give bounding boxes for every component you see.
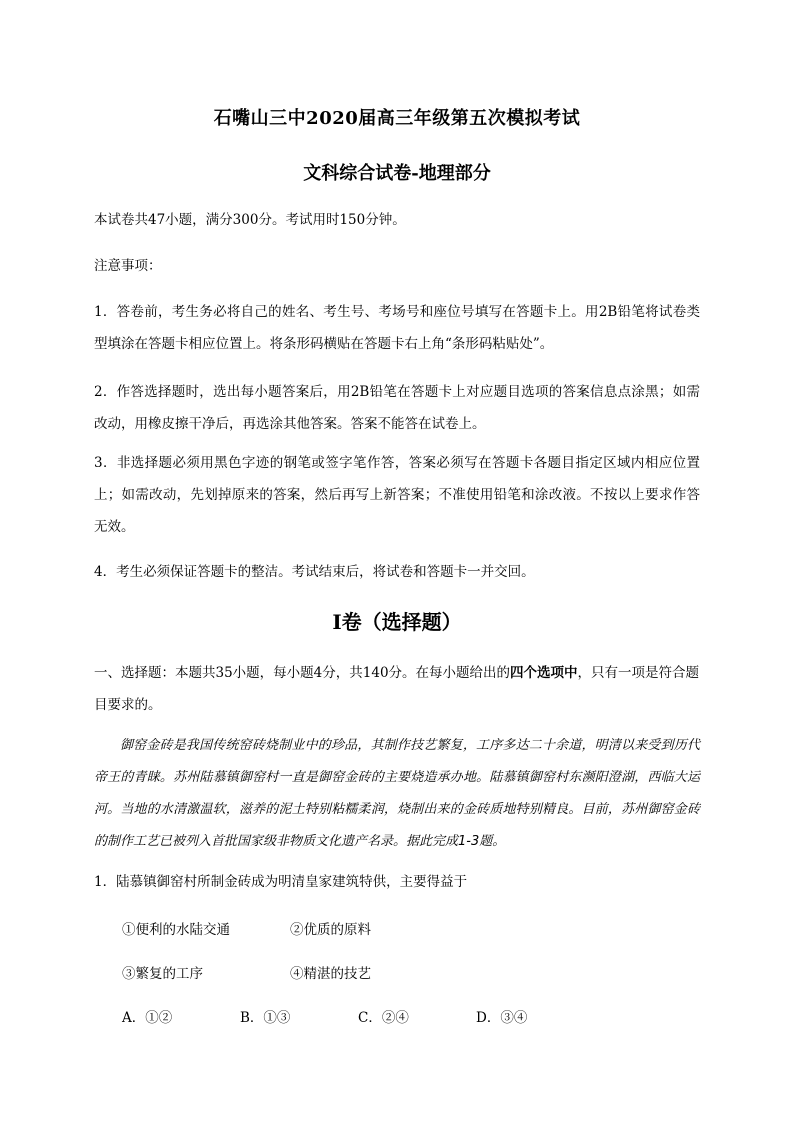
notice-item-4: 4．考生必须保证答题卡的整洁。考试结束后，将试卷和答题卡一并交回。	[94, 564, 535, 580]
option-4: ④精湛的技艺	[290, 966, 371, 982]
exam-summary: 本试卷共47小题，满分300分。考试用时150分钟。	[94, 212, 406, 228]
exam-subtitle: 文科综合试卷-地理部分	[303, 163, 491, 184]
question-1-options-row-2	[122, 964, 458, 984]
section-text-suffix: ，只有一项是符合题目要求的。	[94, 665, 700, 713]
exam-title: 石嘴山三中2020届高三年级第五次模拟考试	[213, 108, 581, 129]
option-2: ②优质的原料	[290, 922, 371, 938]
section-text-prefix: 一、选择题：本题共35小题，每小题4分，共140分。在每小题给出的	[94, 665, 511, 681]
question-1-stem: 1．陆慕镇御窑村所制金砖成为明清皇家建筑特供，主要得益于	[94, 874, 468, 890]
question-1-answers	[122, 1008, 594, 1028]
question-1-options-row-1	[122, 920, 458, 940]
reading-passage: 御窑金砖是我国传统窑砖烧制业中的珍品，其制作技艺繁复，工序多达二十余道，明清以来受到历代帝王的青睐。苏州陆慕镇御窑村一直是御窑金砖的主要烧造承办地。陆慕镇御窑村东濒阳澄湖，西临大运河。当地的水清激温软，滋养的泥土特别粘糯柔润，烧制出来的金砖质地特别精良。目前，苏州御窑金砖的制作工艺已被列入首批国家级非物质文化遗产名录。据此完成1-3题。	[94, 738, 700, 849]
answer-b: B．①③	[240, 1010, 291, 1026]
section-instructions	[94, 657, 700, 721]
notice-item-2: 2．作答选择题时，选出每小题答案后，用2B铅笔在答题卡上对应题目选项的答案信息点涂黑；如需改动，用橡皮擦干净后，再选涂其他答案。答案不能答在试卷上。	[94, 384, 700, 432]
notice-item-1: 1．答卷前，考生务必将自己的姓名、考生号、考场号和座位号填写在答题卡上。用2B铅笔将试卷类型填涂在答题卡相应位置上。将条形码横贴在答题卡右上角“条形码粘贴处”。	[94, 304, 700, 352]
option-1: ①便利的水陆交通	[122, 922, 230, 938]
option-3: ③繁复的工序	[122, 966, 203, 982]
notice-heading: 注意事项：	[94, 258, 162, 274]
part1-heading: Ⅰ卷（选择题）	[332, 610, 462, 634]
notice-item-3: 3．非选择题必须用黑色字迹的钢笔或签字笔作答，答案必须写在答题卡各题目指定区域内相应位置上；如需改动，先划掉原来的答案，然后再写上新答案；不准使用铅笔和涂改液。不按以上要求作答无效。	[94, 455, 700, 535]
answer-c: C．②④	[358, 1010, 409, 1026]
answer-d: D．③④	[476, 1010, 528, 1026]
section-text-bold: 四个选项中	[510, 665, 578, 681]
answer-a: A．①②	[122, 1010, 173, 1026]
